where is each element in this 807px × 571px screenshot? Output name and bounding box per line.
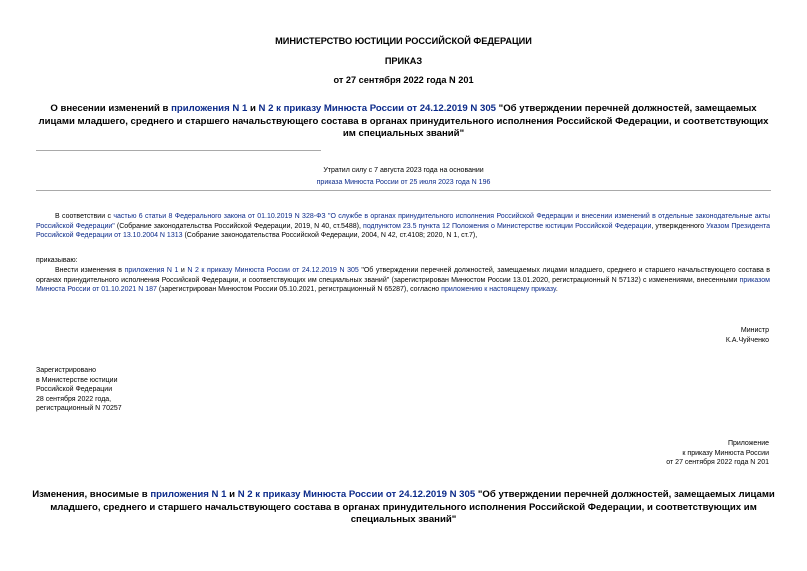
registration-line-1: Зарегистрировано	[36, 367, 96, 374]
preamble-text-4: (Собрание законодательства Российской Федерации, 2004, N 42, ст.4108; 2020, N 1, ст.7),	[182, 232, 478, 240]
preamble-paragraph	[36, 212, 770, 241]
preamble-link-federal-law[interactable]: частью 6 статьи 8 Федерального закона от 01.10.2019 N 328-ФЗ "О службе в органах принудительного исполнения Российской Федерации и внесении изменений в отдельные законодательные акты Российской Федерации"	[36, 213, 770, 230]
order-text-3: "Об утверждении перечней должностей, замещаемых лицами младшего, среднего и старшего начальствующего состава в органах принудительного исполнения Российской Федерации, и соответствующих им специальных званий" (зарегистрирован Минюстом России 13.01.2020, регистрационный N 57132) с изменениями, внесенными	[36, 267, 770, 284]
expiry-notice-link[interactable]: приказа Минюста России от 25 июля 2023 года N 196	[316, 178, 491, 186]
changes-title-text-3: "Об утверждении перечней должностей, замещаемых лицами младшего, среднего и старшего начальствующего состава в органах принудительного исполнения Российской Федерации, и соответствующих им специальных званий"	[50, 489, 775, 526]
order-text-4: (зарегистрирован Минюстом России 05.10.2021, регистрационный N 65287), согласно	[156, 286, 442, 294]
registration-line-4: 28 сентября 2022 года,	[36, 395, 112, 403]
signature-name: К.А.Чуйченко	[725, 336, 769, 344]
changes-title-link-appendix-1[interactable]: приложения N 1	[150, 489, 227, 500]
preamble-link-decree[interactable]: Указом Президента Российской Федерации от 13.10.2004 N 1313	[36, 222, 771, 240]
appendix-line-2: к приказу Минюста России	[682, 449, 769, 457]
title-link-appendix-1[interactable]: приложения N 1	[171, 103, 248, 114]
appendix-line-1: Приложение	[727, 440, 769, 447]
order-verb: приказываю:	[36, 257, 78, 264]
expiry-notice	[36, 166, 771, 187]
signature-position: Министр	[740, 327, 769, 334]
notice-bottom-line	[36, 190, 771, 191]
registration-line-2: в Министерстве юстиции	[36, 376, 118, 384]
expiry-notice-text: Утратил силу с 7 августа 2023 года на основании	[323, 167, 484, 174]
registration-block	[36, 366, 236, 414]
preamble-link-regulation[interactable]: подпунктом 23.5 пункта 12 Положения о Министерстве юстиции Российской Федерации	[363, 222, 652, 230]
title-text-1: О внесении изменений в	[50, 103, 172, 114]
title-text-2: и	[247, 103, 259, 114]
changes-title-text-2: и	[226, 489, 238, 500]
order-title	[36, 103, 771, 141]
order-link-appendix-1[interactable]: приложения N 1	[124, 267, 179, 274]
ministry-heading: МИНИСТЕРСТВО ЮСТИЦИИ РОССИЙСКОЙ ФЕДЕРАЦИИ	[275, 36, 532, 46]
preamble-text-1: В соответствии с	[55, 213, 114, 220]
order-link-amending-order[interactable]: приказом Минюста России от 01.10.2021 N 187	[36, 276, 770, 294]
preamble-text-3: , утвержденного	[651, 222, 707, 230]
registration-line-5: регистрационный N 70257	[36, 405, 122, 413]
preamble-text-2: (Собрание законодательства Российской Федерации, 2019, N 40, ст.5488),	[114, 222, 364, 230]
date-number-heading: от 27 сентября 2022 года N 201	[333, 75, 474, 85]
appendix-block	[519, 439, 769, 468]
order-text-5: .	[555, 286, 558, 294]
order-text-1: Внести изменения в	[55, 267, 125, 274]
signature-block	[569, 326, 769, 345]
changes-title-link-appendix-2[interactable]: N 2 к приказу Минюста России от 24.12.2019 N 305	[237, 489, 476, 500]
order-paragraph	[36, 266, 770, 295]
separator-line	[36, 150, 321, 151]
title-link-appendix-2[interactable]: N 2 к приказу Минюста России от 24.12.2019 N 305	[258, 103, 496, 114]
changes-title	[30, 489, 777, 527]
order-link-appendix[interactable]: приложению к настоящему приказу	[441, 286, 556, 294]
appendix-line-3: от 27 сентября 2022 года N 201	[666, 459, 769, 467]
registration-line-3: Российской Федерации	[36, 386, 113, 394]
changes-title-text-1: Изменения, вносимые в	[32, 489, 151, 500]
doc-type-heading: ПРИКАЗ	[384, 56, 423, 66]
order-link-appendix-2[interactable]: N 2 к приказу Минюста России от 24.12.2019 N 305	[187, 267, 359, 274]
title-text-3: "Об утверждении перечней должностей, замещаемых лицами младшего, среднего и старшего начальствующего состава в органах принудительного исполнения Российской Федерации, и соответствующих им специальных званий"	[38, 103, 769, 140]
order-text-2: и	[178, 267, 188, 274]
